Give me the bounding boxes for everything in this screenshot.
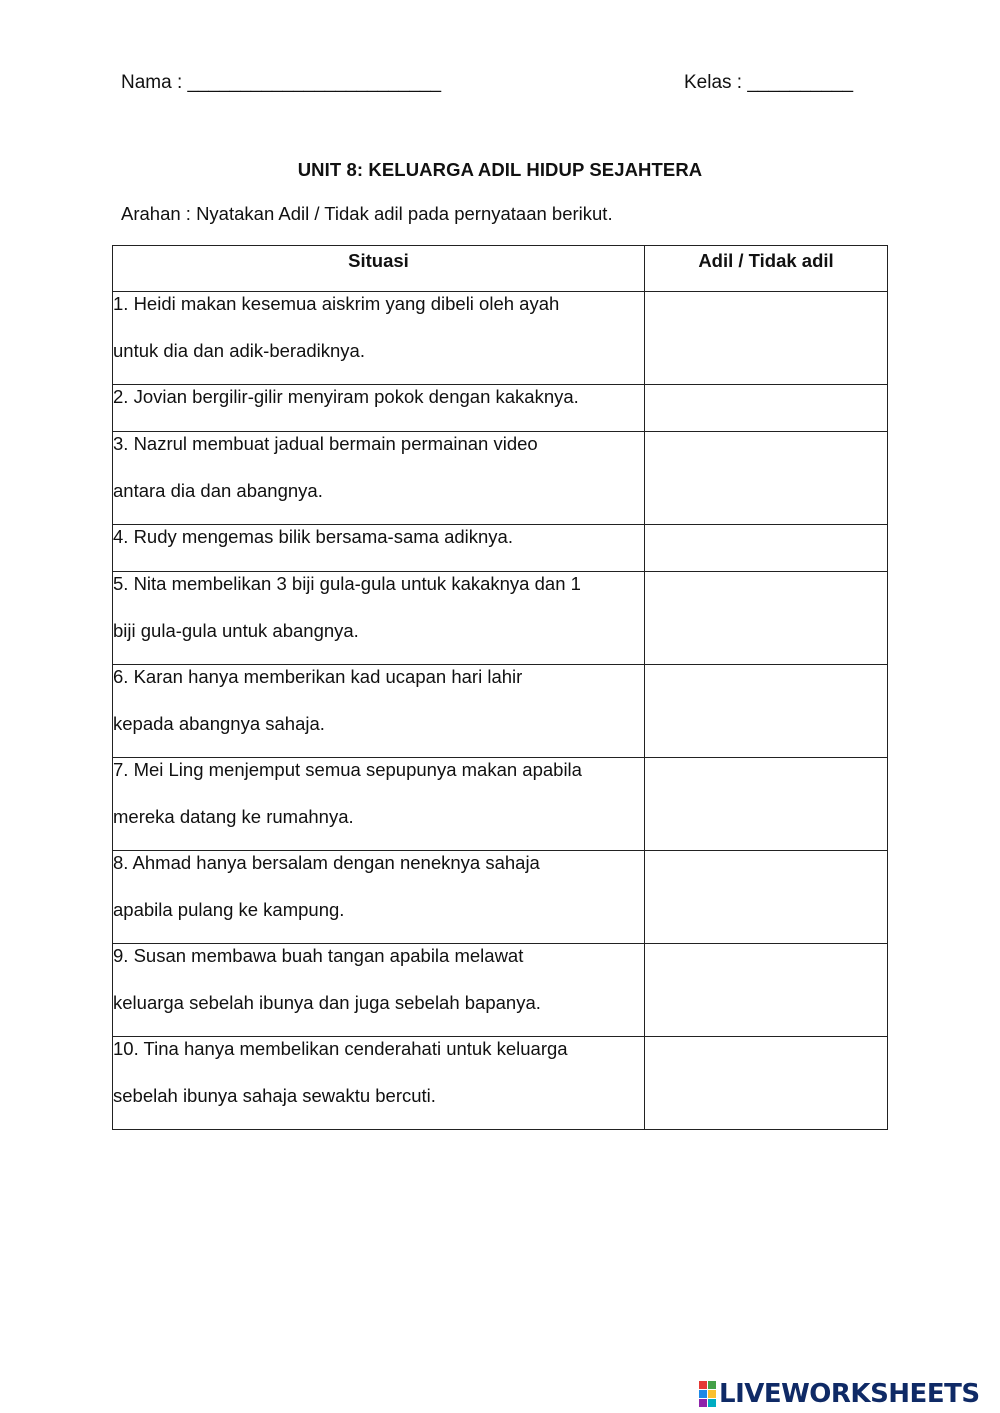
situation-text-line1: 5. Nita membelikan 3 biji gula-gula untuk kakaknya dan 1 bbox=[113, 573, 581, 594]
table-row bbox=[113, 758, 888, 851]
situation-text-line2: mereka datang ke rumahnya. bbox=[113, 806, 354, 827]
situation-cell bbox=[113, 758, 645, 851]
situation-text-line2: keluarga sebelah ibunya dan juga sebelah bapanya. bbox=[113, 992, 541, 1013]
situation-cell bbox=[113, 525, 645, 572]
answer-cell[interactable] bbox=[645, 432, 888, 525]
situation-cell bbox=[113, 292, 645, 385]
situation-text-line1: 7. Mei Ling menjemput semua sepupunya makan apabila bbox=[113, 759, 582, 780]
liveworksheets-logo[interactable] bbox=[699, 1379, 980, 1409]
situation-cell bbox=[113, 385, 645, 432]
logo-square bbox=[699, 1390, 707, 1398]
situation-table bbox=[112, 245, 888, 1130]
table-row bbox=[113, 1037, 888, 1130]
situation-cell bbox=[113, 432, 645, 525]
logo-square bbox=[708, 1390, 716, 1398]
liveworksheets-logo-icon bbox=[699, 1381, 716, 1407]
table-row bbox=[113, 292, 888, 385]
logo-square bbox=[699, 1399, 707, 1407]
table-row bbox=[113, 432, 888, 525]
answer-cell[interactable] bbox=[645, 665, 888, 758]
instruction-text: Arahan : Nyatakan Adil / Tidak adil pada pernyataan berikut. bbox=[121, 203, 613, 224]
situation-text-line2: biji gula-gula untuk abangnya. bbox=[113, 620, 359, 641]
situation-cell bbox=[113, 572, 645, 665]
situation-text-line1: 10. Tina hanya membelikan cenderahati untuk keluarga bbox=[113, 1038, 568, 1059]
table-row bbox=[113, 385, 888, 432]
answer-cell[interactable] bbox=[645, 572, 888, 665]
answer-cell[interactable] bbox=[645, 851, 888, 944]
table-row bbox=[113, 944, 888, 1037]
situation-text-line2: kepada abangnya sahaja. bbox=[113, 713, 325, 734]
kelas-field-label: Kelas : __________ bbox=[684, 72, 854, 93]
situation-cell bbox=[113, 1037, 645, 1130]
situation-text-line2: untuk dia dan adik-beradiknya. bbox=[113, 340, 365, 361]
logo-square bbox=[699, 1381, 707, 1389]
situation-text-line1: 8. Ahmad hanya bersalam dengan neneknya sahaja bbox=[113, 852, 540, 873]
answer-cell[interactable] bbox=[645, 758, 888, 851]
situation-text-line2: antara dia dan abangnya. bbox=[113, 480, 323, 501]
situation-cell bbox=[113, 851, 645, 944]
situation-text-line2: sebelah ibunya sahaja sewaktu bercuti. bbox=[113, 1085, 436, 1106]
situation-text-line1: 4. Rudy mengemas bilik bersama-sama adiknya. bbox=[113, 526, 513, 547]
logo-square bbox=[708, 1381, 716, 1389]
page-title: UNIT 8: KELUARGA ADIL HIDUP SEJAHTERA bbox=[297, 159, 703, 180]
header-situasi: Situasi bbox=[113, 246, 645, 292]
answer-cell[interactable] bbox=[645, 292, 888, 385]
situation-text-line1: 3. Nazrul membuat jadual bermain permainan video bbox=[113, 433, 538, 454]
situation-text-line1: 1. Heidi makan kesemua aiskrim yang dibeli oleh ayah bbox=[113, 293, 560, 314]
situation-cell bbox=[113, 665, 645, 758]
answer-cell[interactable] bbox=[645, 1037, 888, 1130]
situation-text-line1: 9. Susan membawa buah tangan apabila melawat bbox=[113, 945, 524, 966]
table-row bbox=[113, 851, 888, 944]
header-adil-tidak-adil: Adil / Tidak adil bbox=[645, 246, 888, 292]
logo-square bbox=[708, 1399, 716, 1407]
situation-cell bbox=[113, 944, 645, 1037]
answer-cell[interactable] bbox=[645, 525, 888, 572]
nama-field-label: Nama : ________________________ bbox=[121, 72, 442, 93]
table-row bbox=[113, 572, 888, 665]
logo-text: LIVEWORKSHEETS bbox=[719, 1379, 980, 1409]
situation-text-line1: 6. Karan hanya memberikan kad ucapan hari lahir bbox=[113, 666, 523, 687]
situation-text-line1: 2. Jovian bergilir-gilir menyiram pokok dengan kakaknya. bbox=[113, 386, 579, 407]
table-row bbox=[113, 525, 888, 572]
situation-text-line2: apabila pulang ke kampung. bbox=[113, 899, 345, 920]
table-row bbox=[113, 665, 888, 758]
answer-cell[interactable] bbox=[645, 944, 888, 1037]
answer-cell[interactable] bbox=[645, 385, 888, 432]
